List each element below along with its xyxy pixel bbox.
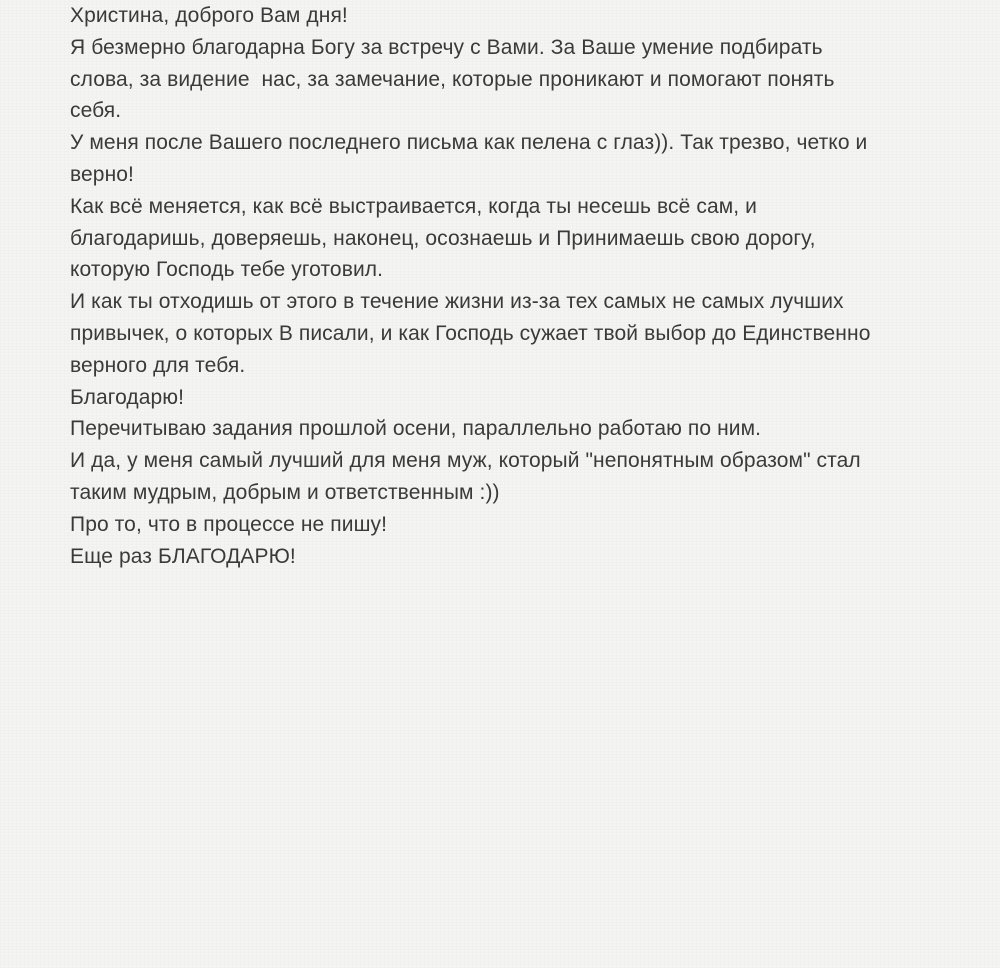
- note-line: И как ты отходишь от этого в течение жизни из-за тех самых не самых лучших: [70, 290, 844, 314]
- note-line: слова, за видение нас, за замечание, которые проникают и помогают понять: [70, 67, 835, 91]
- note-line: Как всё меняется, как всё выстраивается, когда ты несешь всё сам, и: [70, 194, 757, 218]
- note-line: У меня после Вашего последнего письма как пелена с глаз)). Так трезво, четко и: [70, 131, 868, 155]
- note-text[interactable]: [70, 0, 970, 572]
- note-line: верно!: [70, 162, 134, 186]
- note-line: таким мудрым, добрым и ответственным :)): [70, 480, 500, 504]
- note-line: Перечитываю задания прошлой осени, параллельно работаю по ним.: [70, 417, 762, 441]
- note-line: Я безмерно благодарна Богу за встречу с Вами. За Ваше умение подбирать: [70, 35, 823, 59]
- note-line: верного для тебя.: [70, 353, 246, 377]
- note-line: себя.: [70, 99, 122, 123]
- note-line: которую Господь тебе уготовил.: [70, 258, 384, 282]
- note-line: Христина, доброго Вам дня!: [70, 4, 348, 27]
- note-line: Благодарю!: [70, 385, 185, 409]
- note-line: Еще раз БЛАГОДАРЮ!: [70, 544, 296, 568]
- note-line: И да, у меня самый лучший для меня муж, который "непонятным образом" стал: [70, 449, 861, 473]
- note-line: Про то, что в процессе не пишу!: [70, 512, 388, 536]
- note-line: привычек, о которых В писали, и как Господь сужает твой выбор до Единственно: [70, 321, 871, 345]
- note-line: благодаришь, доверяешь, наконец, осознаешь и Принимаешь свою дорогу,: [70, 226, 816, 250]
